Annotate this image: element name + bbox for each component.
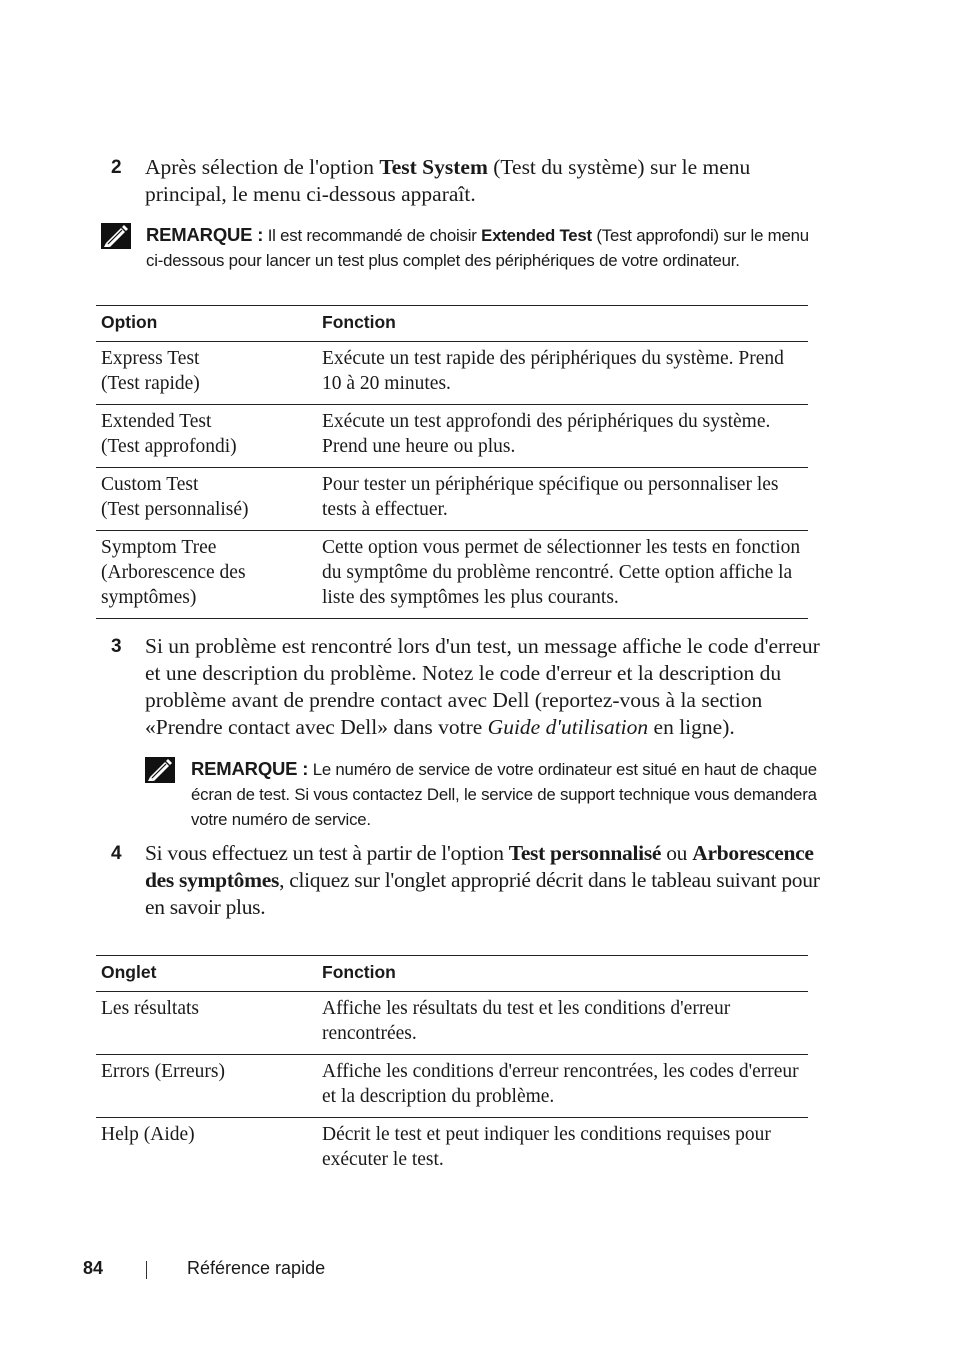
options-table: [96, 305, 808, 619]
page-number: 84: [83, 1258, 104, 1278]
tab-cell: Errors (Erreurs): [96, 1055, 317, 1118]
tabs-table: [96, 955, 808, 1180]
table-row: [96, 342, 808, 405]
option-cell: Custom Test (Test personnalisé): [96, 468, 317, 531]
step-3-text: [145, 633, 825, 741]
note-label: REMARQUE :: [191, 758, 309, 779]
tab-cell: Les résultats: [96, 992, 317, 1055]
function-cell: Décrit le test et peut indiquer les conditions requises pour exécuter le test.: [322, 1124, 771, 1170]
step-number: 4: [111, 843, 122, 864]
option-cell: Express Test (Test rapide): [96, 342, 317, 405]
step-2-text-pre: Après sélection de l'option: [145, 155, 380, 179]
step-3-italic: Guide d'utilisation: [487, 715, 649, 739]
table-header-row: [96, 306, 808, 342]
column-header-option: Option: [96, 306, 317, 342]
table-header-row: [96, 956, 808, 992]
table-row: [96, 1055, 808, 1118]
note-1-pre: Il est recommandé de choisir: [263, 226, 482, 245]
function-cell: Exécute un test approfondi des périphériques du système. Prend une heure ou plus.: [317, 405, 808, 468]
table-row: [96, 1118, 808, 1181]
step-2-bold: Test System: [379, 155, 488, 179]
note-label: REMARQUE :: [146, 224, 264, 245]
note-pencil-icon: [145, 757, 175, 783]
note-1-bold: Extended Test: [481, 226, 592, 245]
step-number: 2: [111, 157, 122, 178]
column-header-function: Fonction: [317, 956, 808, 992]
step-2-text-post: (Test du système) sur le menu principal, le menu ci-dessous apparaît.: [145, 155, 751, 206]
step-4-bold-2: Arborescence des symptômes: [145, 841, 814, 892]
step-3-text-post: en ligne).: [648, 715, 735, 739]
option-cell: Extended Test (Test approfondi): [96, 405, 317, 468]
footer-divider: [146, 1261, 147, 1279]
tab-cell: Help (Aide): [101, 1124, 195, 1145]
step-3-text-pre: Si un problème est rencontré lors d'un test, un message affiche le code d'erreur et une description du problème. Notez le code d'erreur et la description du problème avant de prendre contact avec Dell (reportez-vous à la section «Prendre contact avec Dell» dans votre: [145, 634, 820, 739]
table-row: [96, 405, 808, 468]
step-4-text-post: , cliquez sur l'onglet approprié décrit dans le tableau suivant pour en savoir plus.: [145, 868, 820, 919]
footer-section-title: Référence rapide: [187, 1258, 326, 1278]
column-header-function: Fonction: [317, 306, 808, 342]
step-4-text-pre: Si vous effectuez un test à partir de l'option: [145, 841, 509, 865]
function-cell: Exécute un test rapide des périphériques du système. Prend 10 à 20 minutes.: [317, 342, 808, 405]
step-4-text-mid: ou: [661, 841, 693, 865]
note-1: [146, 222, 826, 273]
function-cell: Affiche les résultats du test et les conditions d'erreur rencontrées.: [317, 992, 808, 1055]
function-cell: Cette option vous permet de sélectionner les tests en fonction du symptôme du problème rencontré. Cette option affiche la liste des symptômes les plus courants.: [317, 531, 808, 619]
table-row: [96, 992, 808, 1055]
note-2-text: Le numéro de service de votre ordinateur est situé en haut de chaque écran de test. Si vous contactez Dell, le service de support technique vous demandera votre numéro de service.: [191, 760, 817, 829]
column-header-tab: Onglet: [96, 956, 317, 992]
table-row: [96, 531, 808, 619]
step-4-bold-1: Test personnalisé: [508, 841, 662, 865]
table-row: [96, 468, 808, 531]
step-4-text: [145, 840, 825, 921]
note-1-post: (Test approfondi) sur le menu ci-dessous pour lancer un test plus complet des périphériques de votre ordinateur.: [146, 226, 809, 270]
note-2: [191, 756, 827, 832]
step-number: 3: [111, 636, 122, 657]
step-2-text: [145, 154, 825, 208]
function-cell: Pour tester un périphérique spécifique ou personnaliser les tests à effectuer.: [317, 468, 808, 531]
function-cell: Affiche les conditions d'erreur rencontrées, les codes d'erreur et la description du problème.: [317, 1055, 808, 1118]
note-pencil-icon: [101, 223, 131, 249]
option-cell: Symptom Tree (Arborescence des symptômes): [96, 531, 317, 619]
